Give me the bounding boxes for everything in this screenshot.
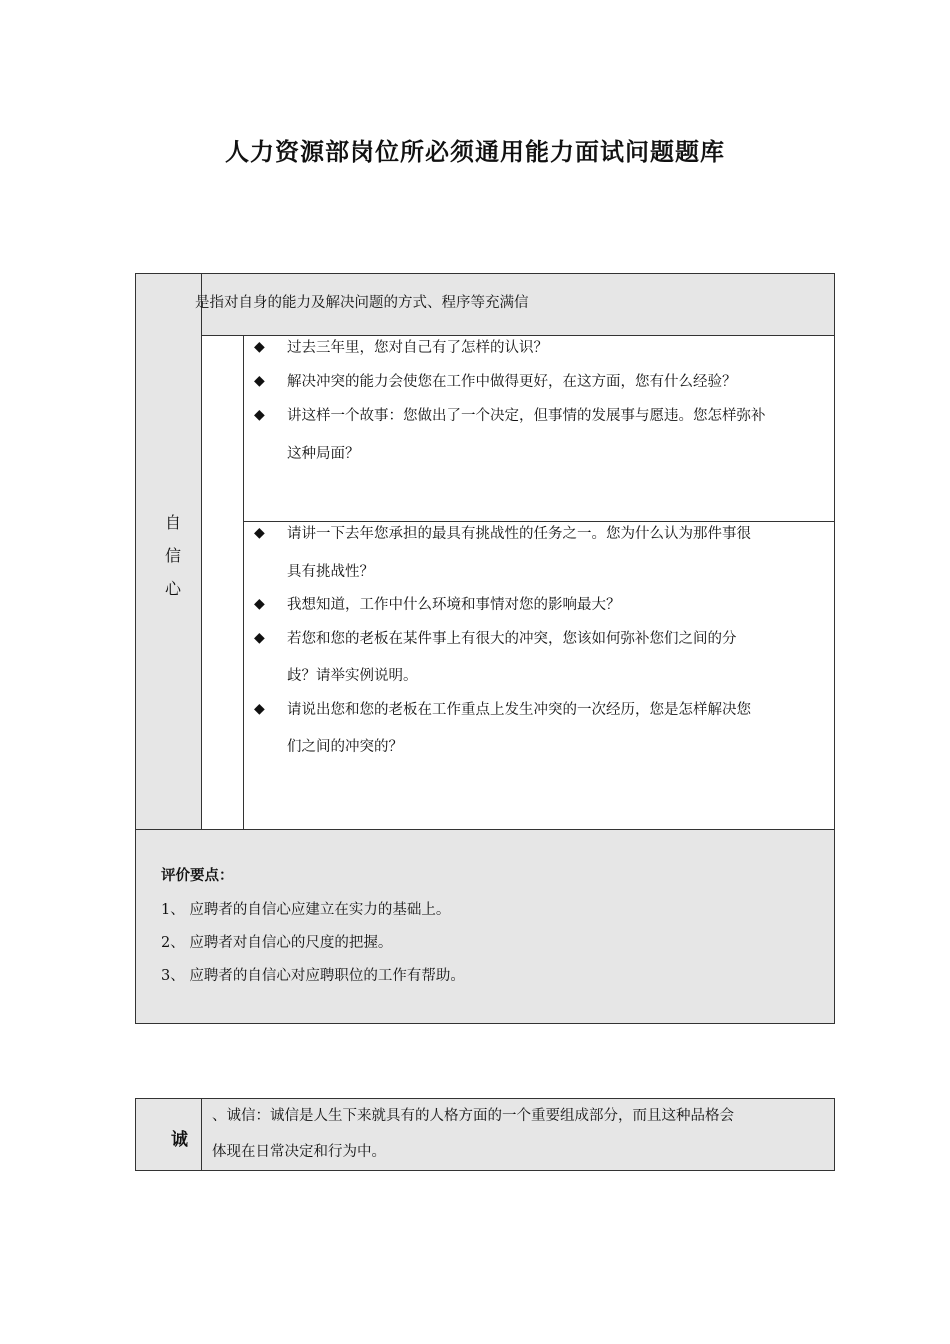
diamond-bullet-icon: ◆ <box>254 339 265 355</box>
question-text: 讲这样一个故事：您做出了一个决定，但事情的发展事与愿违。您怎样弥补 <box>287 408 766 424</box>
section-label-char-1: 自 <box>165 513 182 532</box>
evaluation-item: 1、 应聘者的自信心应建立在实力的基础上。 <box>161 902 451 918</box>
document-title: 人力资源部岗位所必须通用能力面试问题题库 <box>225 137 725 166</box>
narrow-column-divider <box>243 335 244 830</box>
question-text: 过去三年里，您对自己有了怎样的认识？ <box>287 340 548 356</box>
evaluation-item: 3、 应聘者的自信心对应聘职位的工作有帮助。 <box>161 968 465 984</box>
evaluation-row-divider <box>135 829 835 830</box>
integrity-definition-line-2: 体现在日常决定和行为中。 <box>212 1144 386 1160</box>
question-text: 若您和您的老板在某件事上有很大的冲突，您该如何弥补您们之间的分 <box>287 631 737 647</box>
question-text: 请讲一下去年您承担的最具有挑战性的任务之一。您为什么认为那件事很 <box>287 526 751 542</box>
question-text: 请说出您和您的老板在工作重点上发生冲突的一次经历，您是怎样解决您 <box>287 702 751 718</box>
question-row-divider <box>243 521 835 522</box>
diamond-bullet-icon: ◆ <box>254 701 265 717</box>
question-text-continued: 们之间的冲突的？ <box>287 739 403 755</box>
question-text-continued: 具有挑战性？ <box>287 564 374 580</box>
integrity-label: 诚 <box>171 1130 188 1150</box>
question-text-continued: 歧？请举实例说明。 <box>287 668 418 684</box>
diamond-bullet-icon: ◆ <box>254 525 265 541</box>
diamond-bullet-icon: ◆ <box>254 630 265 646</box>
section-label-char-3: 心 <box>165 579 182 598</box>
question-text: 我想知道，工作中什么环境和事情对您的影响最大？ <box>287 597 621 613</box>
question-text-continued: 这种局面？ <box>287 446 360 462</box>
diamond-bullet-icon: ◆ <box>254 596 265 612</box>
evaluation-title: 评价要点： <box>161 867 234 884</box>
section-label-char-2: 信 <box>165 546 182 565</box>
definition-text: 是指对自身的能力及解决问题的方式、程序等充满信 <box>195 295 529 311</box>
evaluation-item: 2、 应聘者对自信心的尺度的把握。 <box>161 935 393 951</box>
question-text: 解决冲突的能力会使您在工作中做得更好，在这方面，您有什么经验？ <box>287 374 737 390</box>
diamond-bullet-icon: ◆ <box>254 373 265 389</box>
diamond-bullet-icon: ◆ <box>254 407 265 423</box>
integrity-column-divider <box>201 1098 202 1171</box>
integrity-definition-line-1: 、诚信：诚信是人生下来就具有的人格方面的一个重要组成部分，而且这种品格会 <box>212 1108 734 1124</box>
